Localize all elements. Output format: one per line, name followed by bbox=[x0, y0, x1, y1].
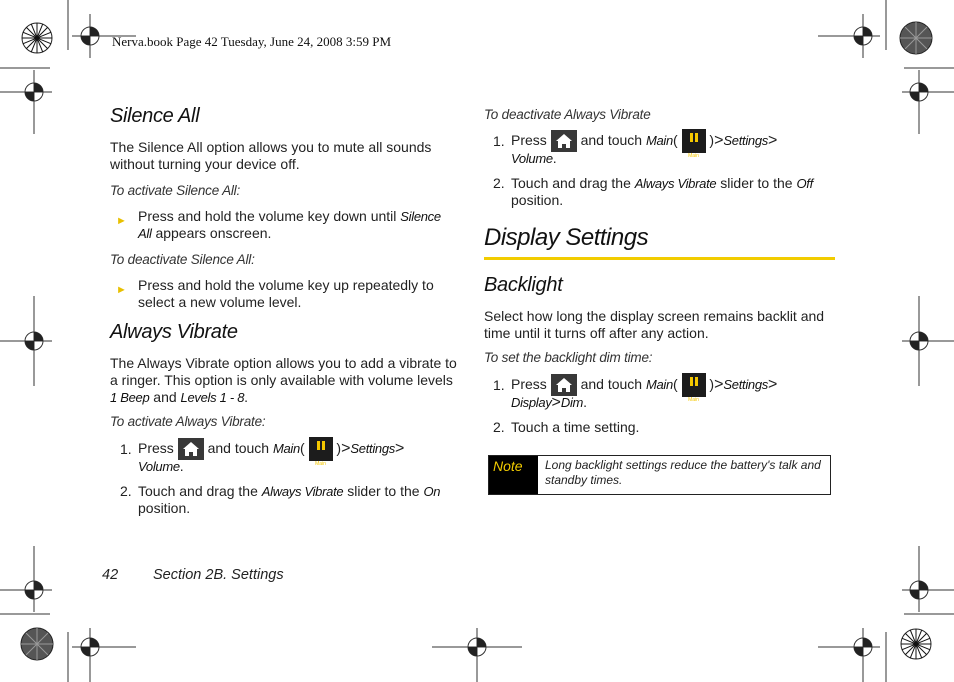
star-target-top-left bbox=[22, 23, 52, 53]
step-number: 1. bbox=[493, 377, 505, 393]
crosshair-right-upper bbox=[902, 70, 954, 134]
deactivate-silence-all-label: To deactivate Silence All: bbox=[110, 252, 255, 267]
grey-target-top-right bbox=[900, 22, 932, 54]
main-menu-icon: Main bbox=[682, 129, 706, 153]
set-backlight-label: To set the backlight dim time: bbox=[484, 350, 653, 365]
grey-target-bottom-left bbox=[21, 628, 53, 660]
deactivate-silence-all-step: Press and hold the volume key up repeatedly to select a new volume level. bbox=[138, 277, 434, 310]
activate-always-vibrate-step1: Press and touch Main( Main )>Settings> bbox=[138, 436, 458, 461]
set-backlight-step1: Press and touch Main( Main )>Settings> bbox=[511, 372, 841, 397]
always-vibrate-intro: The Always Vibrate option allows you to add a vibrate to a ringer. This option is only available with volume levels 1 Beep and Levels 1 - 8. bbox=[110, 355, 457, 405]
note-text: Long backlight settings reduce the battery's talk and standby times. bbox=[545, 458, 821, 487]
backlight-intro: Select how long the display screen remains backlit and time until it turns off after any action. bbox=[484, 308, 825, 341]
home-key-icon bbox=[178, 438, 204, 460]
home-key-icon bbox=[551, 374, 577, 396]
bullet-icon: ► bbox=[116, 284, 127, 296]
activate-silence-all-step: Press and hold the volume key down until Silence All appears onscreen. bbox=[138, 208, 441, 241]
silence-all-intro: The Silence All option allows you to mute all sounds without turning your device off. bbox=[110, 139, 432, 172]
activate-always-vibrate-label: To activate Always Vibrate: bbox=[110, 414, 266, 429]
section-divider bbox=[484, 257, 835, 260]
step-number: 2. bbox=[493, 175, 505, 191]
deactivate-always-vibrate-step1-cont: Volume. bbox=[511, 150, 557, 166]
note-box bbox=[488, 455, 831, 495]
deactivate-always-vibrate-step1: Press and touch Main( Main )>Settings> bbox=[511, 128, 841, 153]
main-menu-icon: Main bbox=[682, 373, 706, 397]
bullet-icon: ► bbox=[116, 215, 127, 227]
deactivate-always-vibrate-step2: Touch and drag the Always Vibrate slider to the Off position. bbox=[511, 175, 813, 208]
display-settings-heading: Display Settings bbox=[484, 224, 649, 251]
deactivate-always-vibrate-label: To deactivate Always Vibrate bbox=[484, 107, 651, 122]
note-label: Note bbox=[489, 456, 538, 494]
home-key-icon bbox=[551, 130, 577, 152]
set-backlight-step1-cont: Display>Dim. bbox=[511, 394, 587, 411]
crosshair-bottom-left bbox=[72, 628, 136, 682]
activate-always-vibrate-step1-cont: Volume. bbox=[138, 458, 184, 474]
step-number: 1. bbox=[493, 133, 505, 149]
crosshair-left-upper bbox=[0, 70, 52, 134]
silence-all-heading: Silence All bbox=[110, 105, 200, 127]
crosshair-right-lower bbox=[902, 546, 954, 612]
activate-silence-all-label: To activate Silence All: bbox=[110, 183, 241, 198]
silence-all-ui-text: Silence All bbox=[138, 209, 441, 241]
crosshair-left-lower bbox=[0, 546, 52, 612]
step-number: 1. bbox=[120, 441, 132, 457]
step-number: 2. bbox=[120, 483, 132, 499]
crosshair-bottom-right bbox=[818, 628, 880, 682]
section-title: Section 2B. Settings bbox=[153, 567, 284, 583]
step-number: 2. bbox=[493, 419, 505, 435]
activate-always-vibrate-step2: Touch and drag the Always Vibrate slider to the On position. bbox=[138, 483, 441, 516]
star-target-bottom-right bbox=[901, 629, 931, 659]
page-number: 42 bbox=[102, 567, 119, 583]
set-backlight-step2: Touch a time setting. bbox=[511, 419, 640, 435]
print-header: Nerva.book Page 42 Tuesday, June 24, 2008 3:59 PM bbox=[112, 34, 392, 49]
backlight-heading: Backlight bbox=[484, 274, 563, 296]
always-vibrate-heading: Always Vibrate bbox=[110, 321, 238, 343]
main-menu-icon: Main bbox=[309, 437, 333, 461]
